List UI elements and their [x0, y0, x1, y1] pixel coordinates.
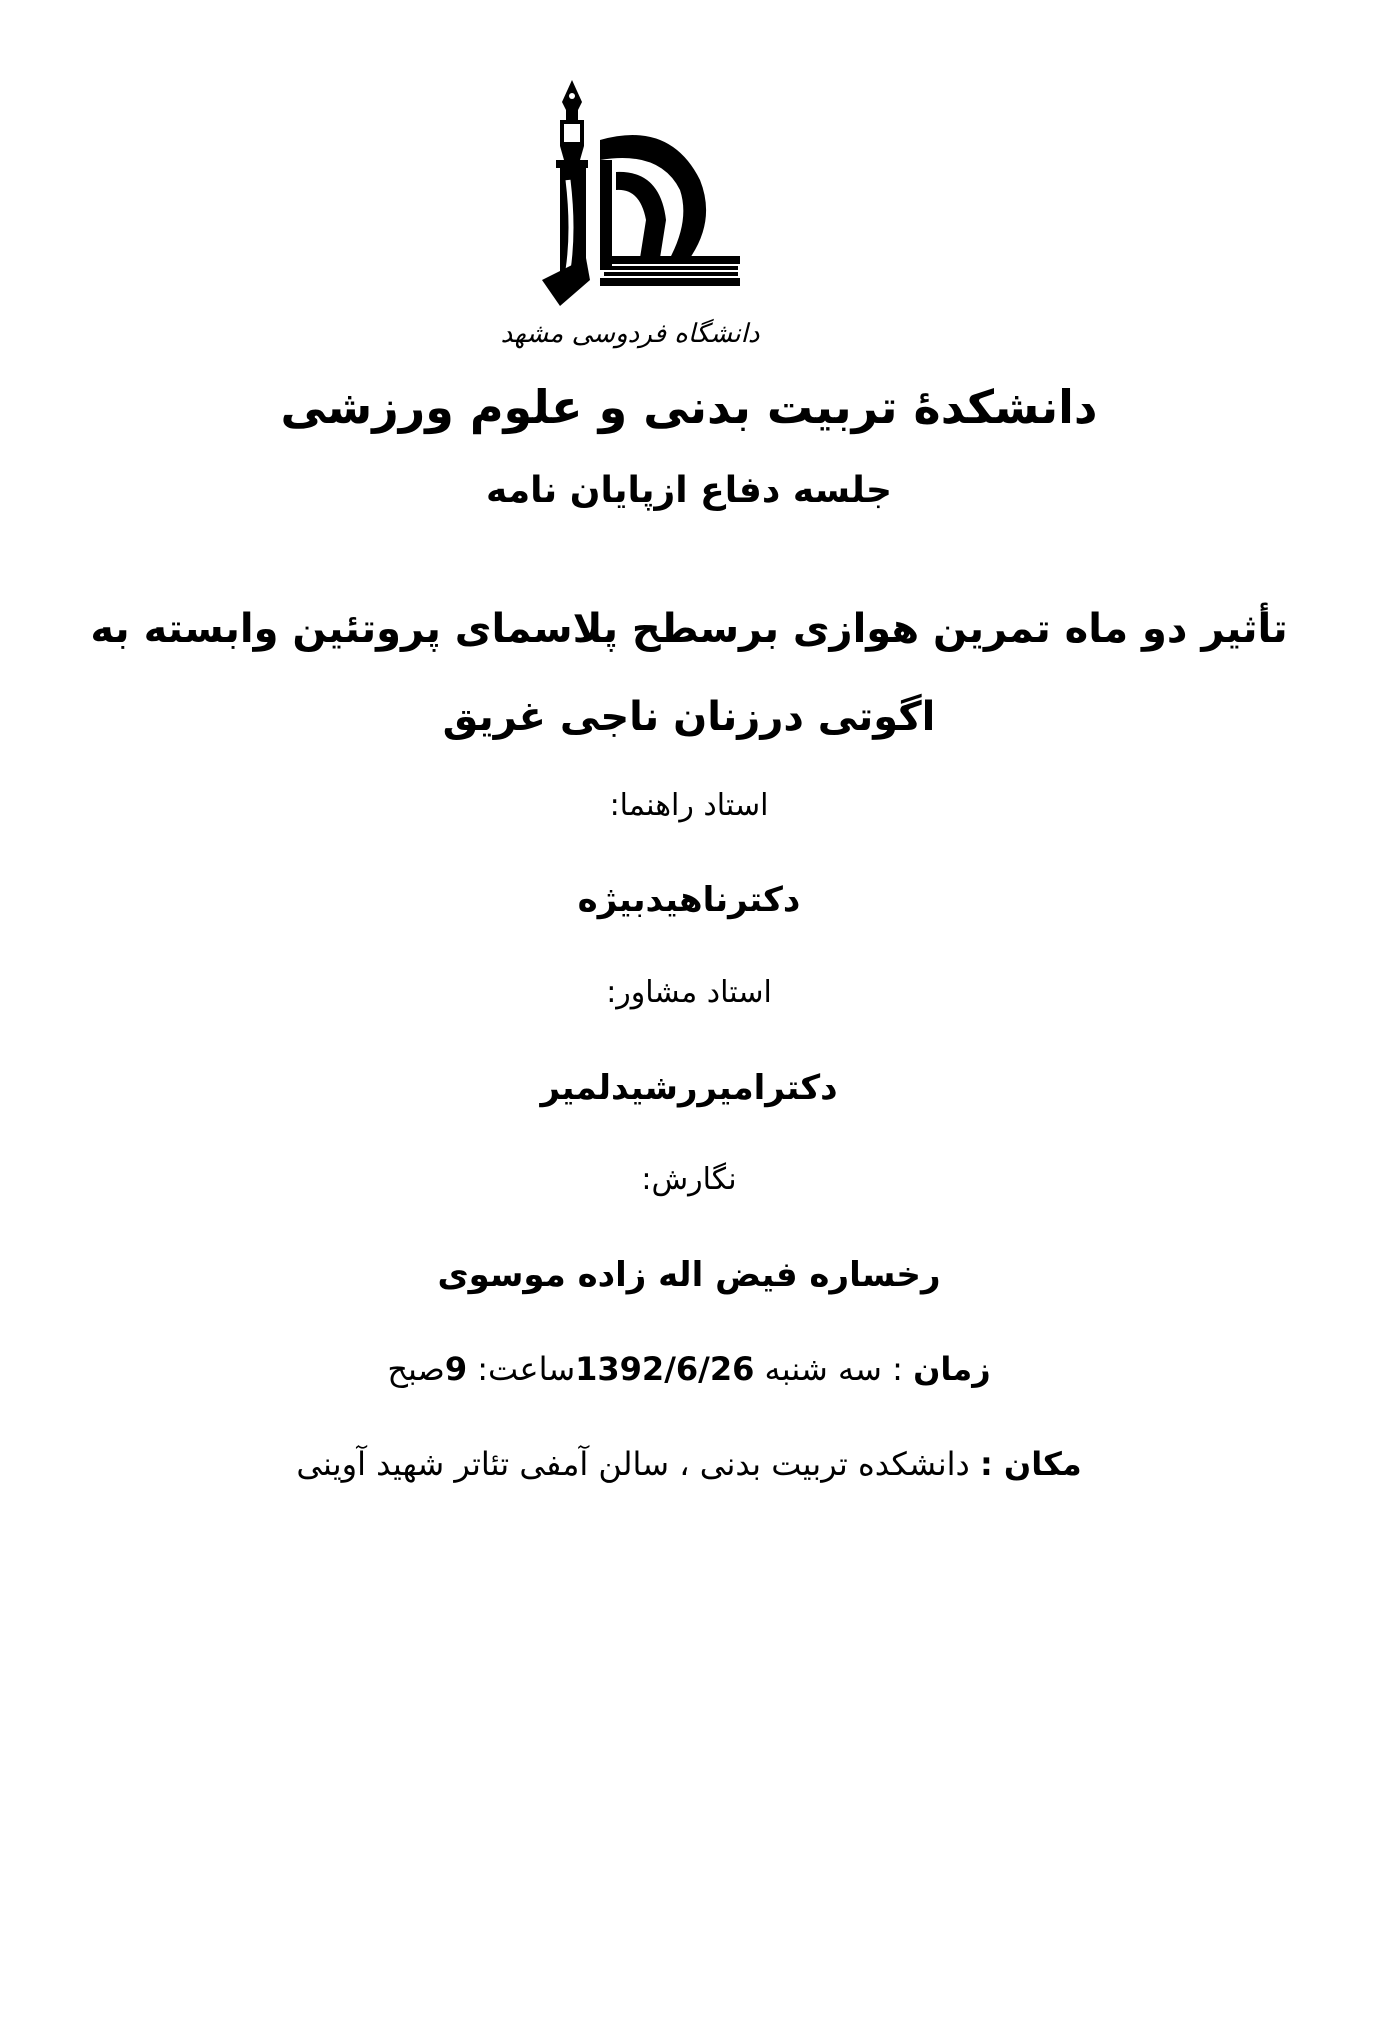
- time-day: سه شنبه: [754, 1350, 882, 1388]
- supervisor-name: دکترناهیدبیژه: [577, 880, 801, 920]
- advisor-name: دکترامیررشیدلمیر: [540, 1068, 838, 1108]
- faculty-title: دانشکدهٔ تربیت بدنی و علوم ورزشی: [280, 380, 1098, 434]
- supervisor-label: استاد راهنما:: [609, 788, 769, 823]
- time-hour: 9: [444, 1350, 468, 1388]
- author-label: نگارش:: [641, 1162, 737, 1197]
- time-label: زمان: [913, 1350, 991, 1388]
- place-value: دانشکده تربیت بدنی ، سالن آمفی تئاتر شهید آوینی: [296, 1445, 980, 1483]
- place-line: [0, 1445, 1378, 1483]
- time-separator: :: [881, 1350, 914, 1388]
- author-name: رخساره فیض اله زاده موسوی: [437, 1255, 941, 1295]
- time-period: صبح: [387, 1350, 445, 1388]
- place-label: مکان :: [979, 1445, 1082, 1483]
- time-hour-label: ساعت:: [467, 1350, 576, 1388]
- thesis-title: تأثیر دو ماه تمرین هوازی برسطح پلاسمای پروتئین وابسته به اگوتی درزنان ناجی غریق: [90, 606, 1288, 740]
- university-emblem-icon: [500, 80, 760, 360]
- time-date: 1392/6/26: [575, 1350, 755, 1388]
- time-line: [0, 1350, 1378, 1388]
- logo-caption: دانشگاه فردوسی مشهد: [500, 319, 760, 349]
- advisor-label: استاد مشاور:: [606, 975, 772, 1010]
- session-title: جلسه دفاع ازپایان نامه: [486, 470, 892, 511]
